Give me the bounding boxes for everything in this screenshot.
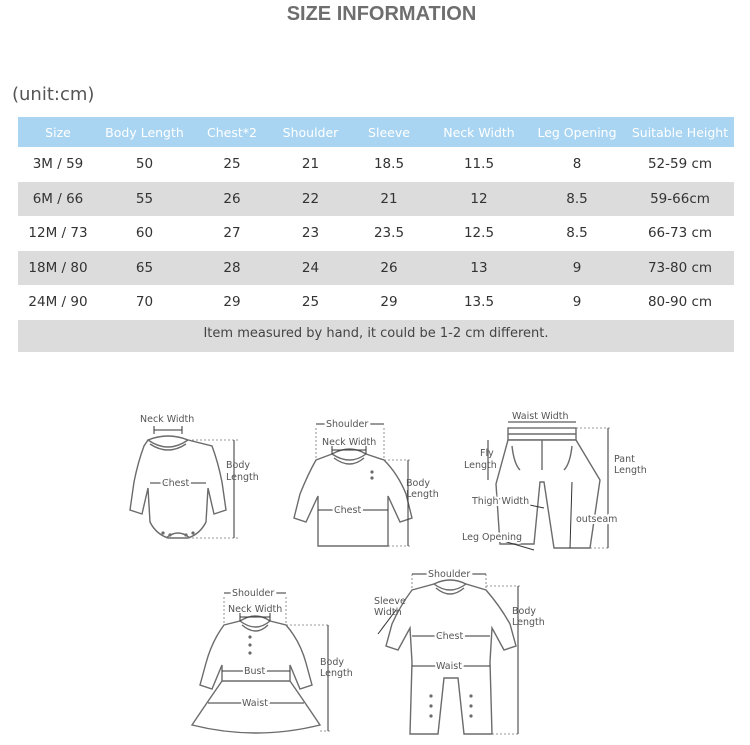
bodysuit-icon	[100, 410, 270, 550]
table-cell: 9	[572, 294, 582, 311]
romper-diagram	[368, 566, 558, 741]
table-cell: 8	[572, 156, 582, 173]
table-cell: 3M / 59	[32, 156, 84, 173]
measurement-note: Item measured by hand, it could be 1-2 cm different.	[18, 320, 734, 352]
table-row	[18, 216, 734, 251]
table-row	[18, 147, 734, 182]
table-cell: 8.5	[566, 225, 588, 242]
label-neck-width: Neck Width	[228, 604, 283, 615]
table-cell: 22	[273, 182, 348, 217]
label-body: Body	[226, 460, 250, 471]
label-waist: Waist	[436, 661, 462, 672]
table-row	[18, 251, 734, 286]
page-title: SIZE INFORMATION	[286, 3, 477, 25]
dress-diagram	[178, 585, 368, 740]
table-cell: 13	[430, 251, 528, 286]
col-header-sleeve: Sleeve	[348, 117, 430, 147]
table-cell: 24	[273, 251, 348, 286]
table-cell: 26	[191, 182, 273, 217]
table-cell: 59-66cm	[626, 182, 734, 217]
label-leg-opening: Leg Opening	[462, 532, 523, 543]
label-neck-width: Neck Width	[322, 437, 377, 448]
table-cell: 12	[430, 182, 528, 217]
table-cell: 23.5	[373, 225, 405, 242]
table-cell: 6M / 66	[18, 182, 98, 217]
table-cell: 29	[223, 294, 241, 311]
table-cell: 23	[301, 225, 320, 242]
table-cell: 21	[348, 182, 430, 217]
col-header-body-length: Body Length	[98, 117, 191, 147]
table-cell: 12.5	[463, 225, 495, 242]
table-cell: 70	[135, 294, 154, 311]
col-header-neck-width: Neck Width	[430, 117, 528, 147]
table-cell: 18.5	[373, 156, 405, 173]
shirt-diagram	[272, 414, 442, 554]
table-cell: 55	[98, 182, 191, 217]
label-shoulder: Shoulder	[232, 588, 275, 599]
label-sleeve: Sleeve	[374, 596, 406, 607]
col-header-shoulder: Shoulder	[273, 117, 348, 147]
label-shoulder: Shoulder	[326, 419, 369, 430]
table-cell: 73-80 cm	[626, 251, 734, 286]
table-note-row	[18, 320, 734, 352]
label-fly-length: Length	[464, 460, 497, 471]
romper-icon	[368, 566, 558, 741]
label-length: Length	[320, 668, 353, 679]
label-body: Body	[406, 478, 430, 489]
label-chest: Chest	[162, 478, 190, 489]
table-cell: 25	[301, 294, 320, 311]
table-cell: 80-90 cm	[647, 294, 713, 311]
table-cell: 21	[301, 156, 320, 173]
label-chest: Chest	[334, 505, 362, 516]
table-cell: 13.5	[463, 294, 495, 311]
table-cell: 66-73 cm	[647, 225, 713, 242]
label-length: Length	[226, 472, 259, 483]
label-length: Length	[512, 617, 545, 628]
table-cell: 9	[528, 251, 626, 286]
pants-diagram	[460, 410, 660, 555]
label-neck-width: Neck Width	[140, 414, 195, 425]
label-waist: Waist	[242, 698, 268, 709]
label-pant: Pant	[614, 454, 635, 465]
label-pant-length: Length	[614, 465, 647, 476]
label-length: Length	[406, 489, 439, 500]
table-row	[18, 285, 734, 320]
table-cell: 50	[135, 156, 154, 173]
label-fly: Fly	[480, 448, 494, 459]
col-header-leg-opening: Leg Opening	[528, 117, 626, 147]
col-header-size: Size	[18, 117, 98, 147]
table-cell: 8.5	[528, 182, 626, 217]
label-bust: Bust	[244, 666, 266, 677]
table-header-row	[18, 117, 734, 147]
label-sleeve-width: Width	[374, 607, 402, 618]
table-cell: 65	[98, 251, 191, 286]
table-cell: 60	[135, 225, 154, 242]
shirt-icon	[272, 414, 442, 554]
label-shoulder: Shoulder	[428, 569, 471, 580]
table-row	[18, 182, 734, 217]
unit-label: (unit:cm)	[12, 84, 95, 105]
table-cell: 26	[348, 251, 430, 286]
dress-icon	[178, 585, 368, 740]
table-cell: 52-59 cm	[647, 156, 713, 173]
pants-icon	[460, 410, 660, 555]
table-cell: 24M / 90	[28, 294, 88, 311]
table-cell: 11.5	[463, 156, 495, 173]
table-cell: 29	[380, 294, 398, 311]
bodysuit-diagram	[100, 410, 270, 550]
col-header-chest: Chest*2	[191, 117, 273, 147]
label-thigh-width: Thigh Width	[472, 496, 530, 507]
table-cell: 18M / 80	[18, 251, 98, 286]
size-table	[18, 117, 734, 352]
table-cell: 12M / 73	[28, 225, 88, 242]
label-body: Body	[512, 606, 536, 617]
label-chest: Chest	[436, 631, 464, 642]
label-waist-width: Waist Width	[512, 411, 569, 422]
col-header-suitable-height: Suitable Height	[626, 117, 734, 147]
table-cell: 25	[223, 156, 241, 173]
label-body: Body	[320, 657, 344, 668]
table-cell: 28	[191, 251, 273, 286]
label-outseam: outseam	[576, 514, 618, 525]
table-cell: 27	[223, 225, 241, 242]
